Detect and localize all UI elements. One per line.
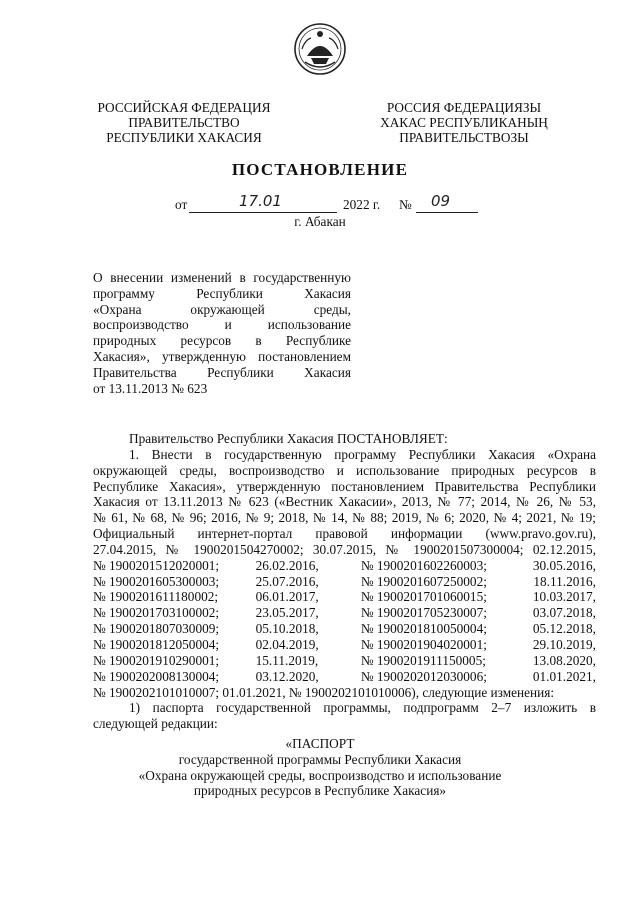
subject-line: Правительства Республики Хакасия [93, 364, 351, 380]
city-name: г. Абакан [294, 214, 346, 229]
coat-of-arms-emblem [293, 22, 347, 76]
grid-cell: 13.08.2020, [532, 652, 596, 668]
subject-block [93, 270, 351, 396]
grid-row [93, 653, 596, 669]
grid-cell: 26.02.2016, [255, 557, 319, 573]
subject-line: программу Республики Хакасия [93, 285, 351, 301]
document-body [93, 431, 596, 732]
grid-cell: 03.12.2020, [255, 668, 319, 684]
item1-line: 27.04.2015, № 1900201504270002; 30.07.2015, № 1900201507300004; 02.12.2015, [93, 541, 596, 557]
grid-cell: № 1900201512020001; [93, 557, 220, 573]
grid-cell: № 1900201807030009; [93, 621, 220, 637]
grid-row [93, 589, 596, 605]
passport-line: «Охрана окружающей среды, воспроизводство и использование [138, 767, 502, 783]
grid-cell: № 1900202012030006; [360, 668, 487, 684]
registration-number-grid [93, 558, 596, 685]
subject-line: О внесении изменений в государственную [93, 270, 351, 285]
grid-cell: 10.03.2017, [532, 589, 596, 605]
subitem1-line: следующей редакции: [93, 716, 218, 732]
passport-line: природных ресурсов в Республике Хакасия» [193, 783, 447, 799]
subject-line: «Охрана окружающей среды, [93, 301, 351, 317]
date-underline [189, 212, 337, 213]
document-title: ПОСТАНОВЛЕНИЕ [231, 160, 409, 179]
preamble: Правительство Республики Хакасия ПОСТАНОВЛЯЕТ: [129, 431, 448, 446]
subject-line: природных ресурсов в Республике [93, 333, 351, 349]
grid-cell: 01.01.2021, [532, 668, 596, 684]
grid-cell: 30.05.2016, [532, 557, 596, 573]
grid-cell: № 1900201705230007; [360, 605, 487, 621]
grid-cell: 02.04.2019, [255, 636, 319, 652]
date-prefix: от [175, 197, 188, 212]
handwritten-number: 09 [431, 192, 451, 210]
grid-cell: № 1900201911150005; [360, 652, 486, 668]
item1-line: Хакасия от 13.11.2013 № 623 («Вестник Хакасии», 2013, № 77; 2014, № 26, № 53, [93, 494, 596, 510]
number-underline [416, 212, 478, 213]
subject-line: Хакасия», утвержденную постановлением [93, 348, 351, 364]
grid-cell: 03.07.2018, [532, 605, 596, 621]
grid-cell: № 1900201910290001; [93, 652, 220, 668]
header-right [372, 100, 556, 145]
grid-cell: 25.07.2016, [255, 573, 319, 589]
subject-line: от 13.11.2013 № 623 [93, 380, 208, 396]
grid-row [93, 558, 596, 574]
grid-cell: № 1900201904020001; [360, 636, 487, 652]
header-right-line: ПРАВИТЕЛЬСТВОЗЫ [399, 130, 529, 145]
item1-end: № 1900202101010007; 01.01.2021, № 1900202101010006), следующие изменения: [93, 684, 555, 700]
item1-line: окружающей среды, воспроизводство и использование природных ресурсов в [93, 462, 596, 478]
handwritten-date: 17.01 [239, 192, 282, 210]
passport-line: «ПАСПОРТ [285, 736, 355, 751]
grid-cell: 15.11.2019, [255, 652, 319, 668]
subitem1-line: 1) паспорта государственной программы, подпрограмм 2–7 изложить в [129, 700, 596, 716]
grid-cell: 18.11.2016, [533, 573, 596, 589]
grid-cell: № 1900201605300003; [93, 573, 220, 589]
grid-cell: 23.05.2017, [255, 605, 319, 621]
grid-cell: 05.12.2018, [532, 621, 596, 637]
header-left-line: ПРАВИТЕЛЬСТВО [128, 115, 240, 130]
grid-cell: № 1900201810050004; [360, 621, 487, 637]
passport-heading [0, 736, 640, 799]
subject-line: воспроизводство и использование [93, 317, 351, 333]
passport-line: государственной программы Республики Хакасия [178, 751, 462, 767]
header-left [92, 100, 276, 145]
header-left-line: РЕСПУБЛИКИ ХАКАСИЯ [106, 130, 262, 145]
header-right-line: ХАКАС РЕСПУБЛИКАНЫҢ [380, 115, 548, 130]
grid-row [93, 669, 596, 685]
grid-cell: 06.01.2017, [255, 589, 319, 605]
grid-cell: № 1900201812050004; [93, 636, 220, 652]
grid-row [93, 574, 596, 590]
grid-cell: № 1900201602260003; [360, 557, 487, 573]
grid-cell: 05.10.2018, [255, 621, 319, 637]
item1-line: Республике Хакасия», утвержденную постановлением Правительства Республики [93, 478, 596, 494]
number-sign: № [399, 197, 412, 212]
grid-row [93, 637, 596, 653]
grid-cell: № 1900201701060015; [360, 589, 487, 605]
date-year: 2022 г. [343, 197, 381, 212]
item1-line: 1. Внести в государственную программу Республики Хакасия «Охрана [129, 446, 596, 462]
header-right-line: РОССИЯ ФЕДЕРАЦИЯЗЫ [386, 100, 542, 115]
grid-row [93, 621, 596, 637]
item1-line: № 61, № 68, № 96; 2016, № 9; 2018, № 14, № 88; 2019, № 6; 2020, № 4; 2021, № 19; [93, 510, 596, 526]
header-left-line: РОССИЙСКАЯ ФЕДЕРАЦИЯ [97, 100, 271, 115]
grid-cell: № 1900201611180002; [93, 589, 219, 605]
item1-line: Официальный интернет-портал правовой информации (www.pravo.gov.ru), [93, 526, 596, 542]
grid-cell: № 1900202008130004; [93, 668, 220, 684]
grid-cell: № 1900201703100002; [93, 605, 220, 621]
grid-row [93, 605, 596, 621]
grid-cell: № 1900201607250002; [360, 573, 487, 589]
grid-cell: 29.10.2019, [532, 636, 596, 652]
